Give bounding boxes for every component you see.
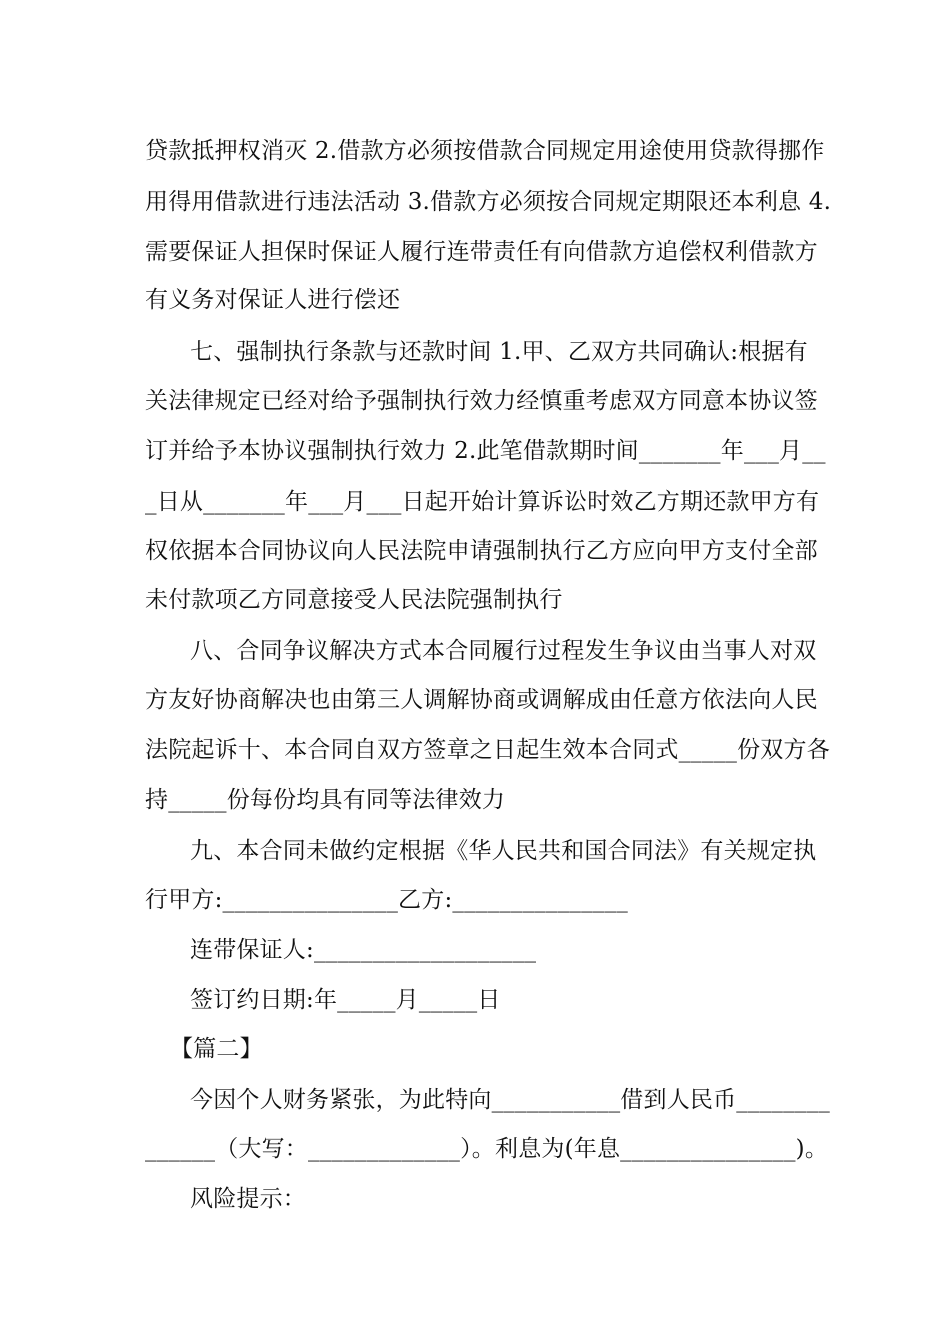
- text-line: 关法律规定已经对给予强制执行效力经慎重考虑双方同意本协议签: [145, 388, 818, 414]
- text-line: 订并给予本协议强制执行效力 2.此笔借款期时间_______年___月__: [145, 438, 826, 464]
- section-heading-part-two: 【篇二】: [170, 1036, 263, 1062]
- text-line: ______（大写：_____________）。利息为(年息_______________)。: [145, 1136, 829, 1162]
- section-8-heading-line: 八、合同争议解决方式本合同履行过程发生争议由当事人对双: [190, 638, 817, 664]
- party-signature-line: 行甲方:_______________乙方:_______________: [145, 887, 628, 913]
- text-line: 权依据本合同协议向人民法院申请强制执行乙方应向甲方支付全部: [145, 538, 818, 564]
- text-line: 方友好协商解决也由第三人调解协商或调解成由任意方依法向人民: [145, 687, 818, 713]
- text-line: 持_____份每份均具有同等法律效力: [145, 787, 506, 813]
- text-line: 用得用借款进行违法活动 3.借款方必须按合同规定期限还本利息 4.: [145, 189, 832, 215]
- text-line: _日从_______年___月___日起开始计算诉讼时效乙方期还款甲方有: [145, 489, 820, 515]
- text-line: 有义务对保证人进行偿还: [145, 287, 401, 313]
- text-line: 法院起诉十、本合同自双方签章之日起生效本合同式_____份双方各: [145, 737, 830, 763]
- text-line: 需要保证人担保时保证人履行连带责任有向借款方追偿权利借款方: [145, 239, 818, 265]
- signing-date-line: 签订约日期:年_____月_____日: [190, 987, 501, 1013]
- text-line: 贷款抵押权消灭 2.借款方必须按借款合同规定用途使用贷款得挪作: [145, 138, 825, 164]
- text-line: 今因个人财务紧张，为此特向___________借到人民币________: [190, 1087, 830, 1113]
- risk-notice-line: 风险提示：: [190, 1186, 306, 1212]
- section-7-heading-line: 七、强制执行条款与还款时间 1.甲、乙双方共同确认:根据有: [190, 339, 808, 365]
- section-9-heading-line: 九、本合同未做约定根据《华人民共和国合同法》有关规定执: [190, 838, 817, 864]
- guarantor-line: 连带保证人:___________________: [190, 937, 537, 963]
- text-line: 未付款项乙方同意接受人民法院强制执行: [145, 587, 563, 613]
